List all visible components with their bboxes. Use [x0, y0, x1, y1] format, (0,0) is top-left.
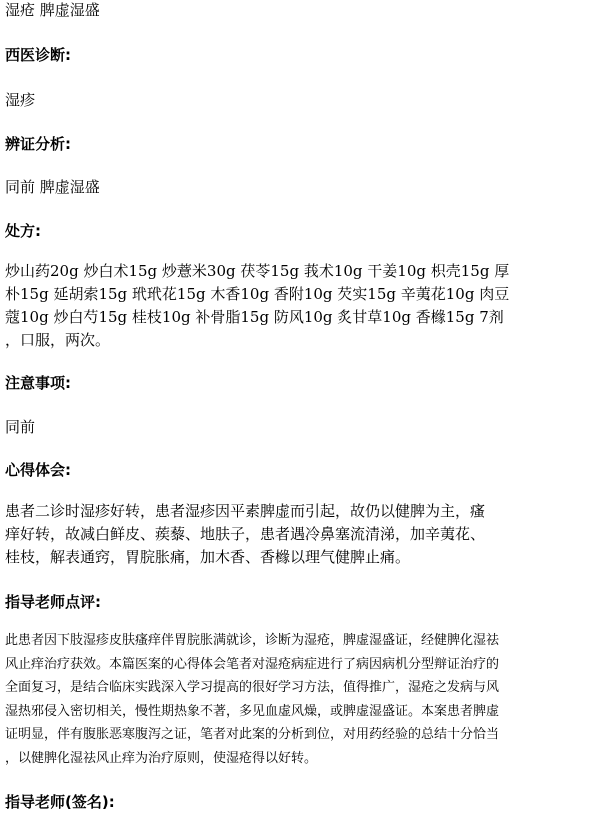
prescription-line: ，口服，两次。	[5, 331, 111, 349]
teacher-signature-heading: 指导老师(签名):	[5, 793, 115, 811]
teacher-review-line: ，以健脾化湿祛风止痒为治疗原则，使湿疮得以好转。	[5, 750, 318, 766]
teacher-review-line: 风止痒治疗获效。本篇医案的心得体会笔者对湿疮病症进行了病因病机分型辩证治疗的	[5, 656, 500, 672]
prescription-text	[5, 260, 596, 352]
syndrome-analysis-heading: 辨证分析:	[5, 135, 71, 153]
teacher-review-line: 湿热邪侵入密切相关，慢性期热象不著，多见血虚风燥，或脾虚湿盛证。本案患者脾虚	[5, 703, 500, 719]
experience-text	[5, 500, 596, 569]
teacher-review-text	[5, 629, 596, 770]
teacher-review-heading: 指导老师点评:	[5, 593, 101, 611]
syndrome-analysis-value: 同前 脾虚湿盛	[5, 178, 100, 196]
precautions-heading: 注意事项:	[5, 374, 71, 392]
prescription-heading: 处方:	[5, 222, 41, 240]
western-diagnosis-heading: 西医诊断:	[5, 46, 71, 64]
teacher-review-line: 证明显，伴有腹胀恶寒腹泻之证，笔者对此案的分析到位，对用药经验的总结十分恰当	[5, 727, 500, 742]
experience-line: 患者二诊时湿疹好转，患者湿疹因平素脾虚而引起，故仍以健脾为主，瘙	[5, 502, 486, 520]
precautions-value: 同前	[5, 418, 36, 436]
experience-line: 桂枝，解表通窍，胃脘胀痛，加木香、香橼以理气健脾止痛。	[5, 548, 411, 566]
experience-line: 痒好转，故减白鲜皮、蒺藜、地肤子，患者遇冷鼻塞流清涕，加辛荑花、	[5, 525, 486, 543]
western-diagnosis-value: 湿疹	[5, 91, 36, 109]
experience-heading: 心得体会:	[5, 461, 71, 479]
prescription-line: 朴15g 延胡索15g 玳玳花15g 木香10g 香附10g 芡实15g 辛荑花10g 肉豆	[5, 285, 510, 303]
teacher-review-line: 此患者因下肢湿疹皮肤瘙痒伴胃脘胀满就诊，诊断为湿疮，脾虚湿盛证，经健脾化湿祛	[5, 633, 500, 648]
teacher-review-line: 全面复习，是结合临床实践深入学习提高的很好学习方法，值得推广，湿疮之发病与风	[5, 680, 500, 695]
prescription-line: 炒山药20g 炒白术15g 炒薏米30g 茯苓15g 莪术10g 干姜10g 枳壳15g 厚	[5, 262, 510, 280]
prescription-line: 蔻10g 炒白芍15g 桂枝10g 补骨脂15g 防风10g 炙甘草10g 香橼15g 7剂	[5, 308, 504, 326]
top-diagnosis-line: 湿疮 脾虚湿盛	[5, 1, 100, 19]
